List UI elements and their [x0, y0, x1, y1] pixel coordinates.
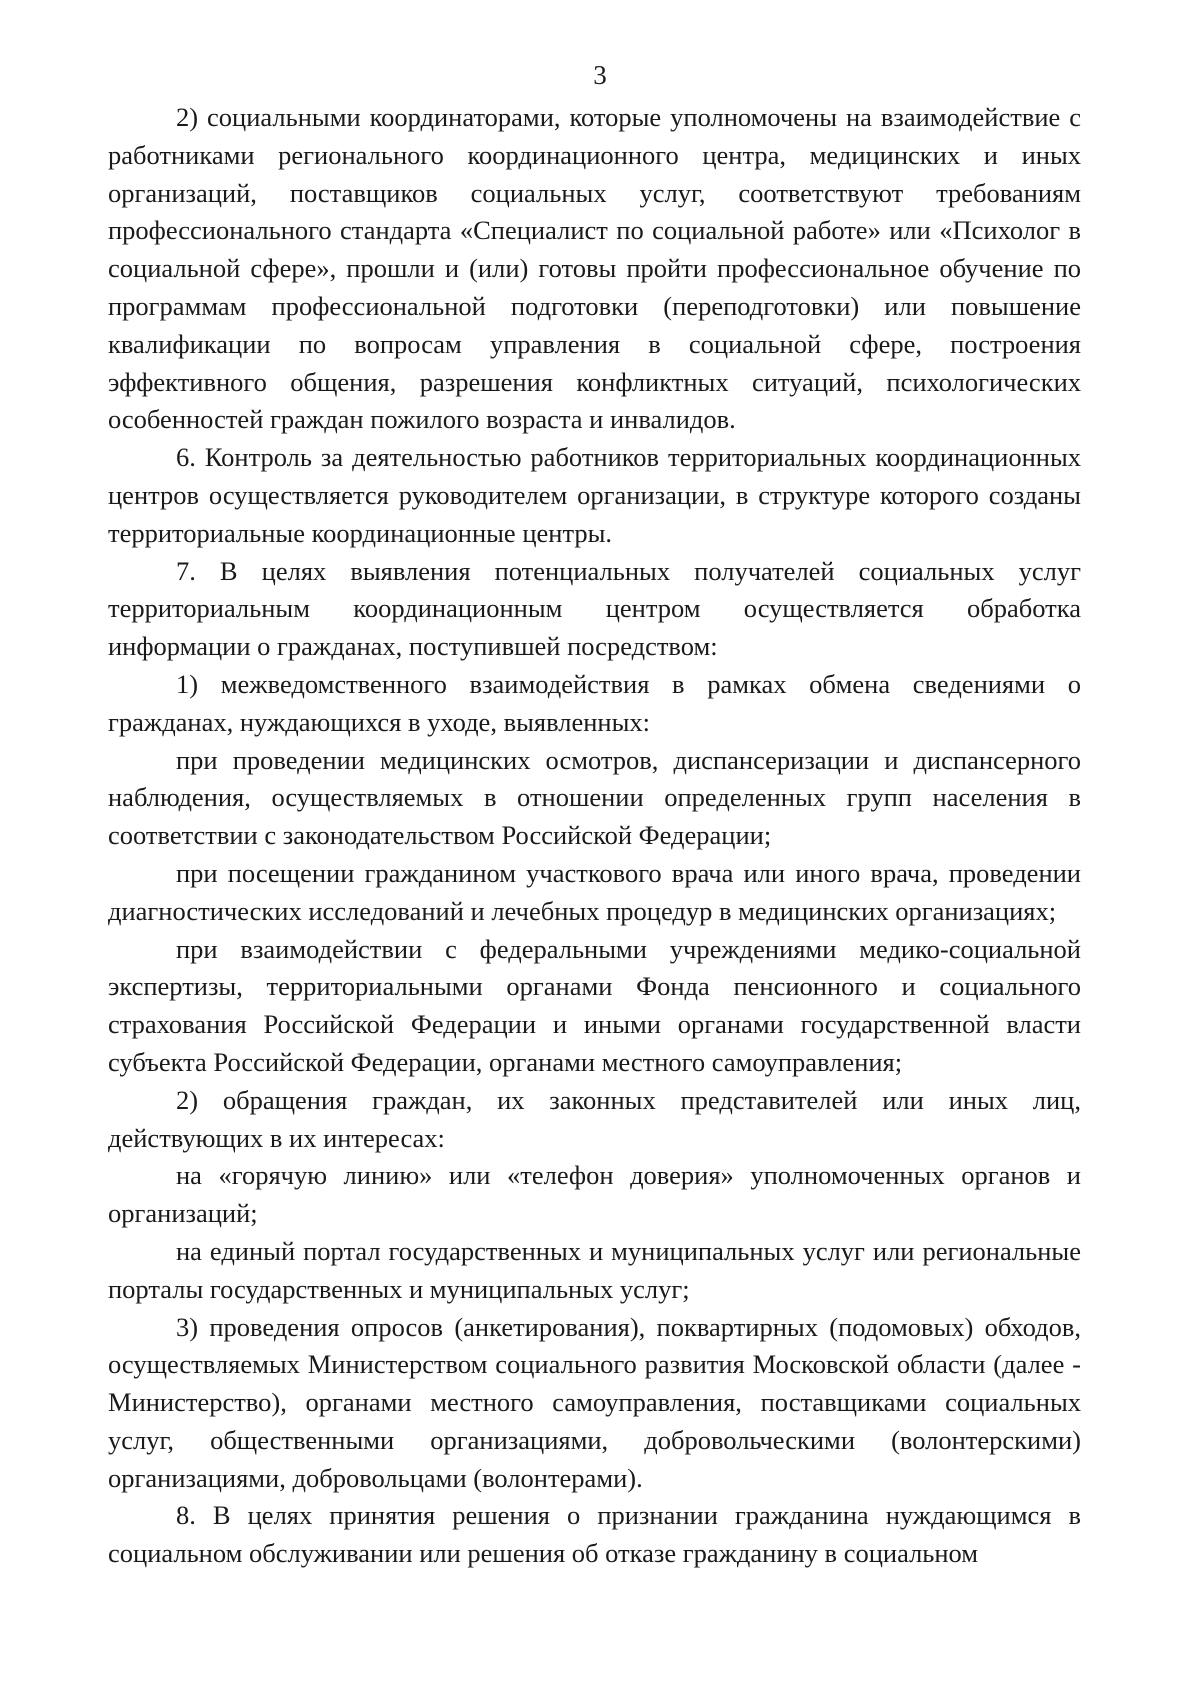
paragraph-8-decision: 8. В целях принятия решения о признании гражданина нуждающимся в социальном обслуживании или решения об отказе гражданину в социальном [108, 1500, 1081, 1569]
paragraph-7-identification: 7. В целях выявления потенциальных получателей социальных услуг территориальным координационным центром осуществляется обработка информации о гражданах, поступившей посредством: [108, 555, 1081, 662]
page-number: 3 [593, 60, 607, 90]
paragraph-hotline: на «горячую линию» или «телефон доверия» уполномоченных органов и организаций; [108, 1160, 1081, 1229]
paragraph-6-control: 6. Контроль за деятельностью работников территориальных координационных центров осуществляется руководителем организации, в структуре которого созданы территориальные координационные центры. [108, 442, 1081, 548]
paragraph-7-1-interagency: 1) межведомственного взаимодействия в рамках обмена сведениями о гражданах, нуждающихся в уходе, выявленных: [108, 668, 1081, 737]
paragraph-medical-examinations: при проведении медицинских осмотров, диспансеризации и диспансерного наблюдения, осуществляемых в отношении определенных групп населения в соответствии с законодательством Российской Федерации; [108, 744, 1081, 851]
paragraph-7-2-appeals: 2) обращения граждан, их законных представителей или иных лиц, действующих в их интересах: [108, 1084, 1081, 1153]
paragraph-7-3-surveys: 3) проведения опросов (анкетирования), поквартирных (подомовых) обходов, осуществляемых Министерством социального развития Московской области (далее - Министерство), органами местного самоуправления, поставщиками социальных услуг, общественными организациями, добровольческими (волонтерскими) организациями, добровольцами (волонтерами). [108, 1311, 1081, 1493]
paragraph-2-social-coordinators: 2) социальными координаторами, которые уполномочены на взаимодействие с работниками регионального координационного центра, медицинских и иных организаций, поставщиков социальных услуг, соответствуют требованиям профессионального стандарта «Специалист по социальной работе» или «Психолог в социальной сфере», прошли и (или) готовы пройти профессиональное обучение по программам профессиональной подготовки (переподготовки) или повышение квалификации по вопросам управления в социальной сфере, построения эффективного общения, разрешения конфликтных ситуаций, психологических особенностей граждан пожилого возраста и инвалидов. [108, 102, 1081, 435]
paragraph-doctor-visits: при посещении гражданином участкового врача или иного врача, проведении диагностических исследований и лечебных процедур в медицинских организациях; [108, 857, 1081, 926]
paragraph-portal: на единый портал государственных и муниципальных услуг или региональные порталы государственных и муниципальных услуг; [108, 1235, 1081, 1304]
document-body [108, 99, 1081, 1573]
paragraph-federal-interaction: при взаимодействии с федеральными учреждениями медико-социальной экспертизы, территориальными органами Фонда пенсионного и социального страхования Российской Федерации и иными органами государственной власти субъекта Российской Федерации, органами местного самоуправления; [108, 933, 1081, 1077]
